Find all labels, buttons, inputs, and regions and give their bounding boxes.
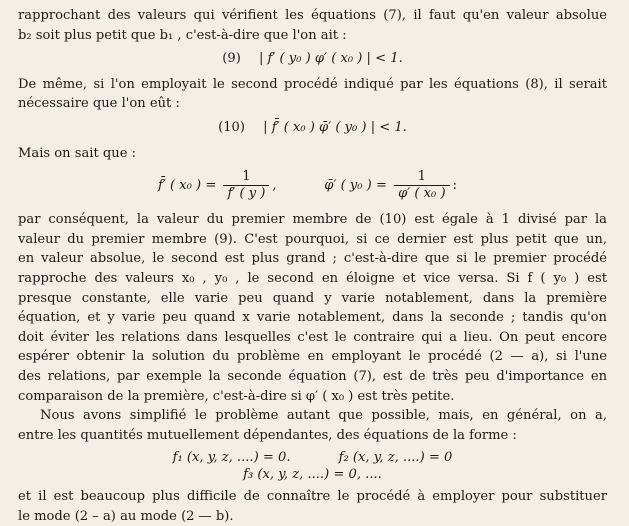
equation-expression: | f̄′ ( x₀ ) φ̄′ ( y₀ ) | < 1. — [263, 119, 407, 135]
left-equation — [158, 169, 277, 202]
text-line: par conséquent, la valeur du premier membre de (10) est égale à 1 divisé par la — [18, 212, 607, 228]
equation-f3: f₃ (x, y, z, ....) = 0, .... — [243, 467, 382, 483]
punctuation: , — [272, 178, 277, 194]
fraction-numerator: 1 — [223, 169, 269, 186]
text-line: doit éviter les relations dans lesquelles c'est le contraire qui a lieu. On peut encore — [18, 329, 607, 345]
text-line: nécessaire que l'on eût : — [18, 96, 180, 112]
paragraph-2 — [18, 75, 607, 114]
equation-forms — [18, 449, 607, 483]
punctuation: : — [452, 178, 457, 194]
text-line: valeur du premier membre (9). C'est pourquoi, si ce dernier est plus petit que un, — [18, 231, 607, 247]
fraction-denominator: φ′ ( x₀ ) — [398, 186, 446, 202]
text-line: espérer obtenir la solution du problème en employant le procédé (2 — a), si l'une — [18, 349, 607, 365]
equation-9 — [18, 49, 607, 69]
fraction — [394, 169, 449, 202]
equation-f1: f₁ (x, y, z, ....) = 0. — [172, 450, 291, 466]
text-line: rapprochant des valeurs qui vérifient les équations (7), il faut qu'en valeur absolue — [18, 8, 607, 23]
equation-10 — [18, 118, 607, 138]
paragraph-5 — [18, 406, 607, 445]
fraction — [223, 169, 269, 202]
text-line: équation, et y varie peu quand x varie notablement, dans la seconde ; tandis qu'on — [18, 310, 607, 326]
equation-number: (9) — [222, 51, 241, 67]
text-line: comparaison de la première, c'est-à-dire si φ′ ( x₀ ) est très petite. — [18, 388, 455, 404]
text-line: entre les quantités mutuellement dépendantes, des équations de la forme : — [18, 427, 517, 443]
equation-f2: f₂ (x, y, z, ....) = 0 — [338, 450, 453, 466]
equation-lhs: φ̄′ ( y₀ ) = — [324, 178, 387, 194]
fraction-numerator: 1 — [394, 169, 449, 186]
text-line: presque constante, elle varie peu quand y varie notablement, dans la première — [18, 290, 607, 306]
equation-expression: | f′ ( y₀ ) φ′ ( x₀ ) | < 1. — [258, 51, 403, 67]
paragraph-3 — [18, 144, 607, 164]
right-equation — [324, 169, 457, 202]
paragraph-4 — [18, 210, 607, 406]
reciprocal-equations — [18, 169, 607, 202]
equation-lhs: f̄′ ( x₀ ) = — [158, 178, 217, 194]
fraction-denominator: f′ ( y ) — [227, 186, 266, 202]
text-line: Nous avons simplifié le problème autant que possible, mais, en général, on a, — [40, 408, 607, 424]
text-line: des relations, par exemple la seconde équation (7), est de très peu d'importance en — [18, 368, 607, 384]
text-line: Mais on sait que : — [18, 145, 137, 161]
text-line: De même, si l'on employait le second procédé indiqué par les équations (8), il serait — [18, 76, 607, 92]
text-line: b₂ soit plus petit que b₁ , c'est-à-dire que l'on ait : — [18, 27, 347, 43]
paragraph-6 — [18, 487, 607, 526]
text-line: et il est beaucoup plus difficile de connaître le procédé à employer pour substituer — [18, 489, 607, 505]
equation-number: (10) — [218, 119, 245, 135]
text-line: en valeur absolue, le second est plus grand ; c'est-à-dire que si le premier procédé — [18, 251, 607, 267]
text-line: rapproche des valeurs x₀ , y₀ , le second en éloigne et vice versa. Si f ( y₀ ) est — [18, 270, 607, 286]
text-line: le mode (2 – a) au mode (2 — b). — [18, 508, 234, 524]
paragraph-1 — [18, 6, 607, 45]
